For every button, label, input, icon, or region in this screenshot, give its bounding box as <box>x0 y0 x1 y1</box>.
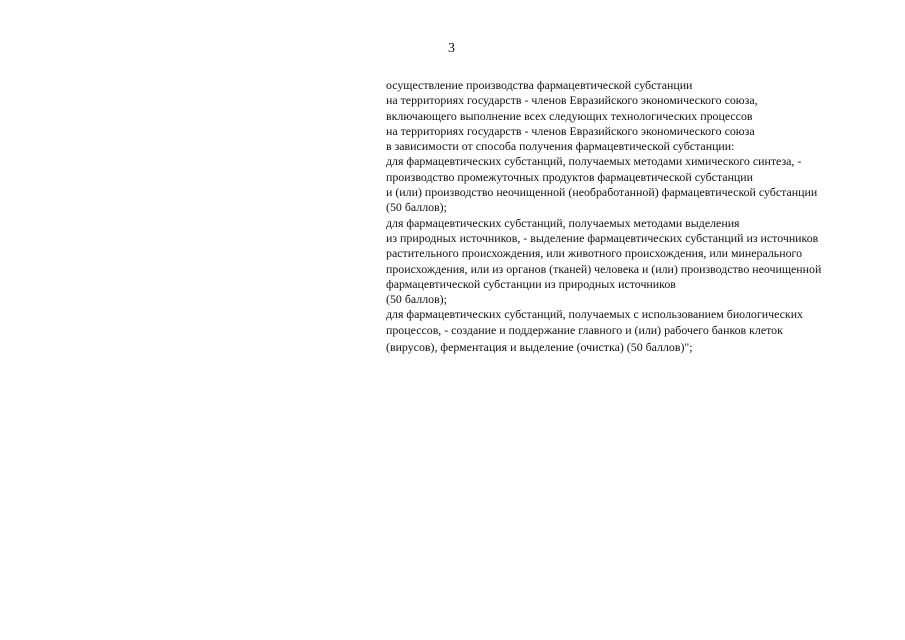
page-number: 3 <box>448 41 455 56</box>
text-line: и (или) производство неочищенной (необработанной) фармацевтической субстанции <box>386 185 818 200</box>
text-line: фармацевтической субстанции из природных источников <box>386 276 676 291</box>
text-line: включающего выполнение всех следующих технологических процессов <box>386 108 753 123</box>
text-line: для фармацевтических субстанций, получаемых методами выделения <box>386 215 740 230</box>
text-line: для фармацевтических субстанций, получаемых с использованием биологических <box>386 307 804 322</box>
text-line: процессов, - создание и поддержание главного и (или) рабочего банков клеток <box>386 322 783 337</box>
text-line: (50 баллов); <box>386 200 447 215</box>
text-line: на территориях государств - членов Евразийского экономического союза, <box>386 93 758 108</box>
text-line: (50 баллов); <box>386 292 447 307</box>
text-line: осуществление производства фармацевтической субстанции <box>386 78 693 92</box>
text-line: растительного происхождения, или животного происхождения, или минерального <box>386 246 803 261</box>
body-text <box>386 78 891 355</box>
text-line: в зависимости от способа получения фармацевтической субстанции: <box>386 139 735 154</box>
text-line: на территориях государств - членов Евразийского экономического союза <box>386 123 755 138</box>
text-line: (вирусов), ферментация и выделение (очистка) (50 баллов)"; <box>386 340 693 355</box>
text-line: из природных источников, - выделение фармацевтических субстанций из источников <box>386 230 819 245</box>
text-line: для фармацевтических субстанций, получаемых методами химического синтеза, - <box>386 154 802 169</box>
text-line: происхождения, или из органов (тканей) человека и (или) производство неочищенной <box>386 261 822 276</box>
text-line: производство промежуточных продуктов фармацевтической субстанции <box>386 169 754 184</box>
